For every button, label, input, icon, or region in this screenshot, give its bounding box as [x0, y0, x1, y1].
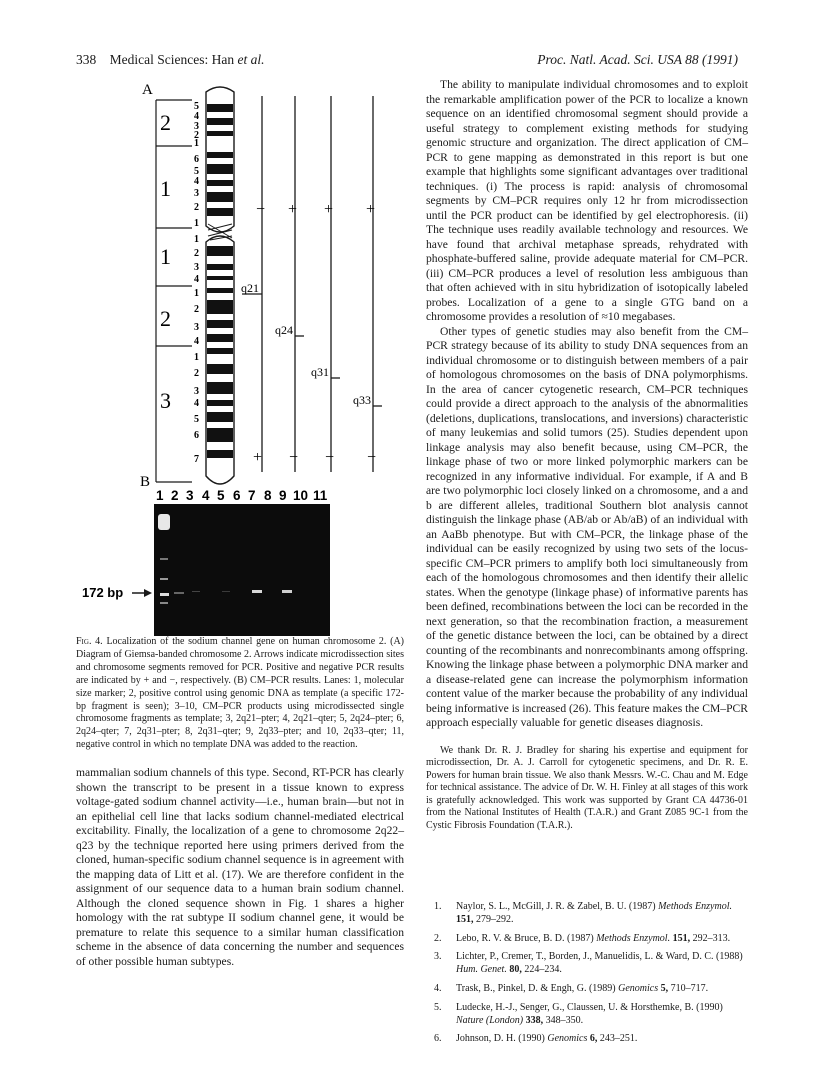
reference-volume: 151,: [456, 913, 474, 925]
lane-numbers: [156, 488, 328, 503]
arm-number: 3: [160, 388, 171, 413]
band-number: 4: [194, 274, 199, 285]
reference-authors: Trask, B., Pinkel, D. & Engh, G. (1989): [456, 982, 616, 994]
band-number: 2: [194, 304, 199, 315]
band-number: 2: [194, 248, 199, 259]
lane-number: 2: [171, 488, 179, 503]
reference-pages: 710–717.: [670, 982, 709, 994]
arm-numbers: [160, 110, 171, 413]
figure-caption: [76, 636, 404, 752]
paragraph: mammalian sodium channels of this type. Second, RT-PCR has clearly shown the transcript to be present in a tissue known to express voltage-gated sodium channel activity—i.e., human brain—but not in an epithelial cell line that lacks sodium channel-mediated electrical excitability. Finally, the localization of a gene to chromosome 2q22–q23 by the technique reported here using primers derived from the cloned, human-specific sodium channel sequence is in agreement with the mapping data of Litt et al. (17). We are therefore confident in the assignment of our sequence data to a human brain sodium channel. Although the cloned sequence shown in Fig. 1 shares a higher homology with the rat subtype II sodium channel gene, it would be premature to relate this sequence to a similar human classification scheme in the absence of data concerning the number and sequences of other possible human subtypes.: [76, 766, 404, 968]
sign-bottom: −: [367, 449, 377, 466]
lane-number: 1: [156, 488, 164, 503]
dissection-label-q21: q21: [241, 281, 259, 295]
panel-b-label: B: [140, 474, 151, 490]
figure-caption-label: Fig. 4.: [76, 636, 103, 647]
reference-list: [426, 901, 748, 1052]
reference-volume: 5,: [660, 982, 669, 994]
reference-number: 4.: [434, 982, 442, 994]
band-number: 3: [194, 121, 199, 132]
lane-number: 11: [313, 488, 328, 503]
sign-top: +: [324, 201, 334, 218]
band-number: 2: [194, 202, 199, 213]
band-number: 3: [194, 386, 199, 397]
reference-pages: 243–251.: [599, 1033, 638, 1045]
reference-authors: Johnson, D. H. (1990): [456, 1033, 545, 1045]
reference-pages: 279–292.: [476, 913, 514, 925]
arm-number: 2: [160, 110, 171, 135]
reference-number: 3.: [434, 951, 442, 963]
reference-journal: Methods Enzymol.: [658, 901, 732, 912]
band-number: 1: [194, 138, 199, 149]
reference-volume: 6,: [589, 1033, 598, 1045]
band-number: 3: [194, 322, 199, 333]
reference-journal: Genomics: [618, 982, 659, 994]
band-number: 2: [194, 130, 199, 141]
band-number: 6: [194, 430, 199, 441]
reference-number: 2.: [434, 932, 442, 944]
reference-number: 6.: [434, 1033, 442, 1045]
reference-item: [426, 933, 748, 946]
reference-journal: Methods Enzymol.: [596, 932, 671, 944]
band-number: 4: [194, 398, 199, 409]
lane-number: 7: [248, 488, 256, 503]
band-number: 3: [194, 188, 199, 199]
sign-bottom: −: [289, 449, 299, 466]
right-column-text: [426, 78, 748, 833]
reference-authors: Lebo, R. V. & Bruce, B. D. (1987): [456, 932, 594, 944]
reference-pages: 224–234.: [524, 964, 562, 976]
band-number: 4: [194, 111, 199, 122]
reference-item: [426, 983, 748, 996]
reference-volume: 338,: [525, 1014, 544, 1026]
reference-volume: 151,: [672, 932, 691, 944]
reference-item: [426, 901, 748, 927]
sign-top: −: [256, 201, 266, 218]
reference-number: 5.: [434, 1001, 442, 1013]
dissection-label-q31: q31: [311, 365, 329, 379]
reference-item: [426, 1033, 748, 1046]
header-et-al: et al.: [237, 52, 265, 67]
reference-volume: 80,: [509, 964, 522, 976]
dissection-labels: [241, 281, 371, 407]
band-number: 6: [194, 154, 199, 165]
reference-journal: Hum. Genet.: [456, 964, 507, 976]
lane-number: 4: [202, 488, 210, 503]
marker-label: 172 bp: [82, 585, 124, 600]
figure-4: [76, 78, 404, 638]
reference-pages: 292–313.: [692, 932, 731, 944]
reference-number: 1.: [434, 901, 442, 912]
reference-pages: 348–350.: [545, 1014, 584, 1026]
paragraph: Other types of genetic studies may also benefit from the CM–PCR strategy because of its ability to study DNA sequences from an individual chromosome or to distinguish between members of a pair of homologous chromosomes on the basis of DNA polymorphisms. In the area of cancer cytogenetic research, CM–PCR techniques could provide a direct approach to the analysis of the abnormalities (deletions, duplications, translocations, and inversions) characteristic of many leukemias and solid tumors (25). Studies dependent upon linkage analysis may also benefit because, using CM–PCR, the linkage phase of two or more linked polymorphic markers can be recognized in any informative individual. For example, if A and B are two polymorphic loci closely linked on a chromosome, and a and b are different alleles, traditional Southern blot analysis cannot distinguish the linkage phase (AB/ab or Ab/aB) of an individual with an AaBb phenotype. But with CM–PCR, the linkage phase of the individual can be easily recognized by using two sets of the locus-specific CM–PCR primers to amplify both loci simultaneously from each of the homologous chromosomes and then identify their allelic states. When the genotype (linkage phase) of informative parents has been defined, recombinations between the loci can be recorded in the next generation, so that the recombination fraction, a measurement of the genetic distance between the loci, can be obtained by a direct counting of the recombinants and nonrecombinants among offspring. Knowing the linkage phase between a polymorphic DNA marker and a disease-related gene can increase the polymorphism information content value of the marker because the probability of any individual being informative is increased (26). This feature makes the CM–PCR approach especially valuable for genetic diseases diagnosis.: [426, 324, 748, 729]
figure-4-graphic: [76, 78, 404, 638]
band-number: 5: [194, 101, 199, 112]
band-number: 1: [194, 218, 199, 229]
page-number: 338: [76, 52, 97, 67]
lane-number: 10: [293, 488, 309, 503]
arm-number: 1: [160, 176, 171, 201]
reference-authors: Ludecke, H.-J., Senger, G., Claussen, U. & Horsthemke, B. (1990): [456, 1001, 723, 1013]
running-header-journal: Proc. Natl. Acad. Sci. USA 88 (1991): [537, 52, 738, 67]
paragraph: The ability to manipulate individual chromosomes and to exploit the remarkable amplification power of the PCR to localize a known sequence on an identified chromosomal segment should provide a useful strategy to complement existing methods for studying genomic structure and organization. The direct application of CM–PCR to gene mapping as demonstrated in this report is but one example that highlights some significant advantages over traditional techniques. (i) The process is rapid: analysis of chromosomal segments by CM–PCR requires only 12 hr from microdissection until the PCR product can be identified by gel electrophoresis. (ii) The technique uses readily available technology and resources. We have found that archival metaphase spreads, rehydrated with phosphate-buffered saline, provide adequate material for CM–PCR. (iii) CM–PCR produces a level of resolution less ambiguous than that often achieved with in situ hybridization of isotopically labeled probes. Localization of a gene to a single GTG band on a chromosome provides a resolution of ≈10 megabases.: [426, 78, 748, 323]
band-number: 2: [194, 368, 199, 379]
reference-item: [426, 951, 748, 977]
sign-bottom: −: [325, 449, 335, 466]
left-column-text: [76, 766, 404, 969]
dissection-label-q33: q33: [353, 393, 371, 407]
arm-number: 1: [160, 244, 171, 269]
lane-number: 8: [264, 488, 272, 503]
marker-arrow-icon: [132, 589, 152, 597]
band-number: 1: [194, 352, 199, 363]
panel-a-label: A: [142, 82, 153, 98]
running-header-left: [76, 52, 264, 68]
lane-number: 3: [186, 488, 194, 503]
band-number: 7: [194, 454, 199, 465]
gel-image: [154, 504, 330, 636]
acknowledgment: We thank Dr. R. J. Bradley for sharing his expertise and equipment for microdissection, Dr. A. J. Carroll for cytogenetic specimens, and Dr. R. E. Powers for human brain tissue. We also thank Messrs. W.-C. Chau and M. Edge for technical assistance. The advice of Dr. W. H. Finley at all stages of this work is gratefully acknowledged. This work was supported by Grant CA 44736-01 from the National Institutes of Health (T.A.R.) and Grant Z085 9C-1 from the Cystic Fibrosis Foundation (T.A.R.).: [426, 744, 748, 832]
dissection-label-q24: q24: [275, 323, 293, 337]
sign-bottom: +: [253, 449, 263, 466]
pcr-signs: [253, 201, 376, 466]
sign-top: +: [288, 201, 298, 218]
band-numbers: [194, 101, 199, 465]
lane-number: 9: [279, 488, 287, 503]
band-number: 5: [194, 166, 199, 177]
reference-authors: Naylor, S. L., McGill, J. R. & Zabel, B. U. (1987): [456, 901, 656, 912]
reference-item: [426, 1002, 748, 1028]
band-number: 4: [194, 176, 199, 187]
band-number: 1: [194, 288, 199, 299]
sign-top: +: [366, 201, 376, 218]
band-number: 1: [194, 234, 199, 245]
band-number: 4: [194, 336, 199, 347]
arm-brackets: [156, 100, 192, 482]
chromosome-2-ideogram: [206, 87, 234, 484]
band-number: 5: [194, 414, 199, 425]
reference-journal: Genomics: [547, 1033, 588, 1045]
reference-journal: Nature (London): [456, 1014, 524, 1026]
lane-number: 5: [217, 488, 225, 503]
band-number: 3: [194, 262, 199, 273]
figure-caption-text: Localization of the sodium channel gene on human chromosome 2. (A) Diagram of Giemsa-banded chromosome 2. Arrows indicate microdissection sites and chromosome segments removed for PCR. Positive and negative PCR results are indicated by + and −, respectively. (B) CM–PCR results. Lanes: 1, molecular size marker; 2, positive control using genomic DNA as template (a specific 172-bp fragment is seen); 3–10, CM–PCR products using microdissected single chromosome fragments as template; 3, 2q21–pter; 4, 2q21–qter; 5, 2q24–pter; 6, 2q24–qter; 7, 2q31–pter; 8, 2q31–qter; 9, 2q33–pter; and 10, 2q33–qter; 11, negative control in which no template DNA was added to the reaction.: [76, 636, 405, 751]
header-section: Medical Sciences: Han: [109, 52, 235, 67]
dissection-segments: [242, 96, 382, 472]
arm-number: 2: [160, 306, 171, 331]
reference-authors: Lichter, P., Cremer, T., Borden, J., Manuelidis, L. & Ward, D. C. (1988): [456, 951, 743, 963]
lane-number: 6: [233, 488, 241, 503]
